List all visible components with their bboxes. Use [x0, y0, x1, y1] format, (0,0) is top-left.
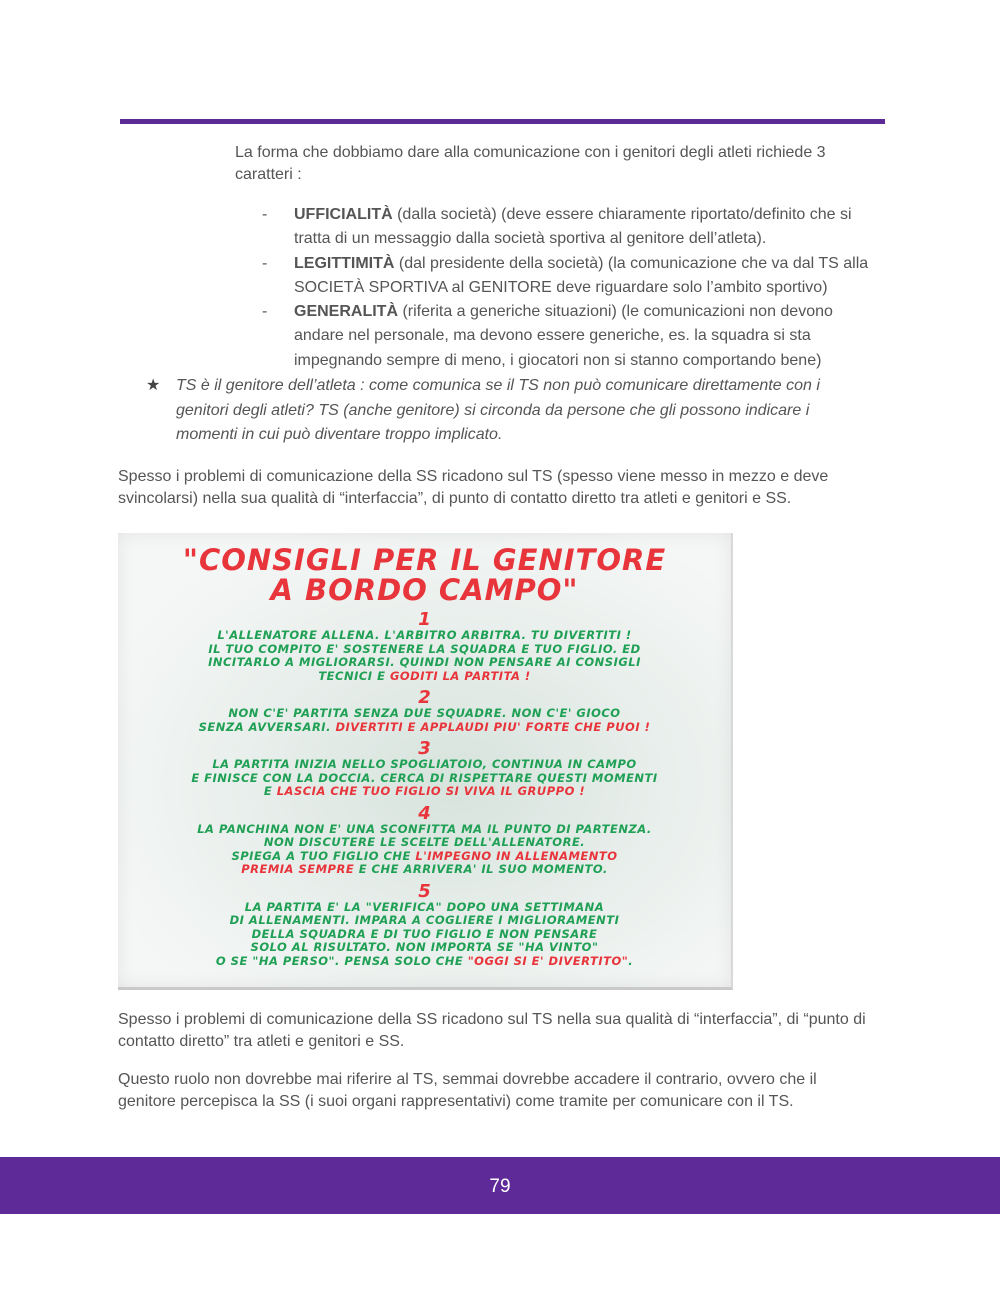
poster-title	[118, 545, 731, 605]
poster-rule-line	[118, 758, 731, 772]
dash-bullet: -	[262, 303, 268, 321]
header-rule	[120, 119, 885, 124]
parent-advice-poster	[118, 533, 733, 990]
poster-rule-number: 2	[418, 687, 431, 708]
intro-paragraph: La forma che dobbiamo dare alla comunicazione con i genitori degli atleti richiede 3 caratteri :	[235, 144, 826, 183]
star-note-text: TS è il genitore dell’atleta : come comunica se il TS non può comunicare direttamente con i genitori degli atleti? TS (anche genitore) si circonda da persone che gli possono indicare i momenti in cui può diventare troppo implicato.	[176, 377, 820, 443]
poster-rule-number: 3	[418, 738, 431, 759]
poster-rule-line	[118, 707, 731, 721]
list-item	[262, 252, 882, 301]
poster-rule-text: E CHE ARRIVERA' IL SUO MOMENTO.	[354, 862, 608, 876]
star-note	[146, 374, 846, 448]
poster-rule-text: NON DISCUTERE LE SCELTE DELL'ALLENATORE.	[263, 835, 586, 849]
poster-rule-text: L'ALLENATORE ALLENA. L'ARBITRO ARBITRA. TU DIVERTITI !	[217, 628, 632, 642]
poster-rule-number: 5	[418, 880, 431, 902]
poster-rule-line	[118, 656, 731, 670]
poster-highlight-text: "OGGI SI E' DIVERTITO"	[467, 953, 629, 968]
poster-rule-text: SOLO AL RISULTATO. NON IMPORTA SE "HA VINTO"	[250, 940, 599, 954]
poster-title-line: "CONSIGLI PER IL GENITORE	[182, 543, 667, 577]
poster-rule-line	[118, 823, 731, 837]
poster-highlight-text: PREMIA SEMPRE	[241, 862, 355, 876]
poster-rule-number: 1	[418, 609, 431, 630]
characteristics-list	[262, 203, 882, 373]
list-item	[262, 203, 882, 252]
poster-rule-line	[118, 941, 731, 955]
poster-rule-line	[118, 901, 731, 915]
list-item-term: LEGITTIMITÀ	[294, 254, 395, 272]
poster-rule-text: E	[263, 784, 277, 798]
poster-highlight-text: LASCIA CHE TUO FIGLIO SI VIVA IL GRUPPO !	[276, 784, 586, 798]
poster-rules	[118, 611, 731, 968]
poster-rule-line	[118, 785, 731, 799]
list-item-text: (riferita a generiche situazioni) (le comunicazioni non devono andare nel personale, ma devono essere generiche, es. la squadra si sta impegnando sempre di meno, i giocatori non si stanno comportando bene)	[294, 303, 833, 369]
poster-rule-text: SPIEGA A TUO FIGLIO CHE	[231, 848, 416, 863]
dash-bullet: -	[262, 206, 268, 223]
poster-highlight-text: L'IMPEGNO IN ALLENAMENTO	[415, 848, 618, 863]
poster-highlight-text: GODITI LA PARTITA !	[389, 668, 531, 683]
poster-rule-text: O SE "HA PERSO". PENSA SOLO CHE	[215, 953, 468, 968]
poster-rule-line	[118, 836, 731, 850]
dash-bullet: -	[262, 254, 268, 272]
list-item	[262, 300, 882, 373]
star-icon: ★	[146, 377, 161, 394]
poster-rule-line	[118, 670, 731, 684]
list-item-term: GENERALITÀ	[294, 303, 398, 321]
poster-rule-number: 4	[418, 802, 431, 824]
poster-rule-text: NON C'E' PARTITA SENZA DUE SQUADRE. NON C'E' GIOCO	[228, 706, 621, 720]
poster-rule-line	[118, 772, 731, 786]
poster-rule-text: LA PARTITA E' LA "VERIFICA" DOPO UNA SETTIMANA	[244, 899, 605, 914]
list-item-text: (dalla società) (deve essere chiaramente riportato/definito che si tratta di un messaggio dalla società sportiva al genitore dell’atleta).	[294, 206, 852, 248]
poster-rule-text: IL TUO COMPITO E' SOSTENERE LA SQUADRA E TUO FIGLIO. ED	[208, 641, 641, 656]
poster-title-line: A BORDO CAMPO"	[270, 573, 579, 607]
poster-rule-text: SENZA AVVERSARI.	[198, 719, 336, 734]
poster-rule-line	[118, 850, 731, 864]
poster-rule-text: E FINISCE CON LA DOCCIA. CERCA DI RISPETTARE QUESTI MOMENTI	[191, 770, 658, 785]
poster-rule-line	[118, 643, 731, 657]
poster-rule-line	[118, 914, 731, 928]
poster-rule-text: TECNICI E	[318, 668, 390, 683]
poster-rule-line	[118, 721, 731, 735]
list-item-text: (dal presidente della società) (la comunicazione che va dal TS alla SOCIETÀ SPORTIVA al GENITORE deve riguardare solo l’ambito sportivo)	[294, 254, 869, 296]
poster-rule-line	[118, 955, 731, 969]
page-number: 79	[489, 1176, 511, 1197]
poster-rule-text: DELLA SQUADRA E DI TUO FIGLIO E NON PENSARE	[251, 926, 598, 941]
poster-rule-text: .	[628, 953, 634, 968]
poster-rule-text: LA PARTITA INIZIA NELLO SPOGLIATOIO, CONTINUA IN CAMPO	[212, 757, 637, 771]
poster-rule-text: LA PANCHINA NON E' UNA SCONFITTA MA IL PUNTO DI PARTENZA.	[197, 821, 652, 836]
poster-rule-text: INCITARLO A MIGLIORARSI. QUINDI NON PENSARE AI CONSIGLI	[208, 655, 641, 669]
paragraph: Spesso i problemi di comunicazione della SS ricadono sul TS (spesso viene messo in mezzo e deve svincolarsi) nella sua qualità di “interfaccia”, di punto di contatto diretto tra atleti e genitori e SS.	[118, 468, 829, 507]
poster-rule-line	[118, 629, 731, 643]
poster-rule-line	[118, 863, 731, 877]
paragraph: Questo ruolo non dovrebbe mai riferire al TS, semmai dovrebbe accadere il contrario, ovvero che il genitore percepisca la SS (i suoi organi rappresentativi) come tramite per comunicare con il TS.	[118, 1071, 817, 1110]
poster-highlight-text: DIVERTITI E APPLAUDI PIU' FORTE CHE PUOI !	[335, 719, 651, 734]
poster-rule-line	[118, 928, 731, 942]
paragraph: Spesso i problemi di comunicazione della SS ricadono sul TS nella sua qualità di “interfaccia”, di “punto di contatto diretto” tra atleti e genitori e SS.	[118, 1011, 866, 1050]
list-item-term: UFFICIALITÀ	[294, 206, 393, 223]
poster-rule-text: DI ALLENAMENTI. IMPARA A COGLIERE I MIGLIORAMENTI	[229, 913, 620, 927]
